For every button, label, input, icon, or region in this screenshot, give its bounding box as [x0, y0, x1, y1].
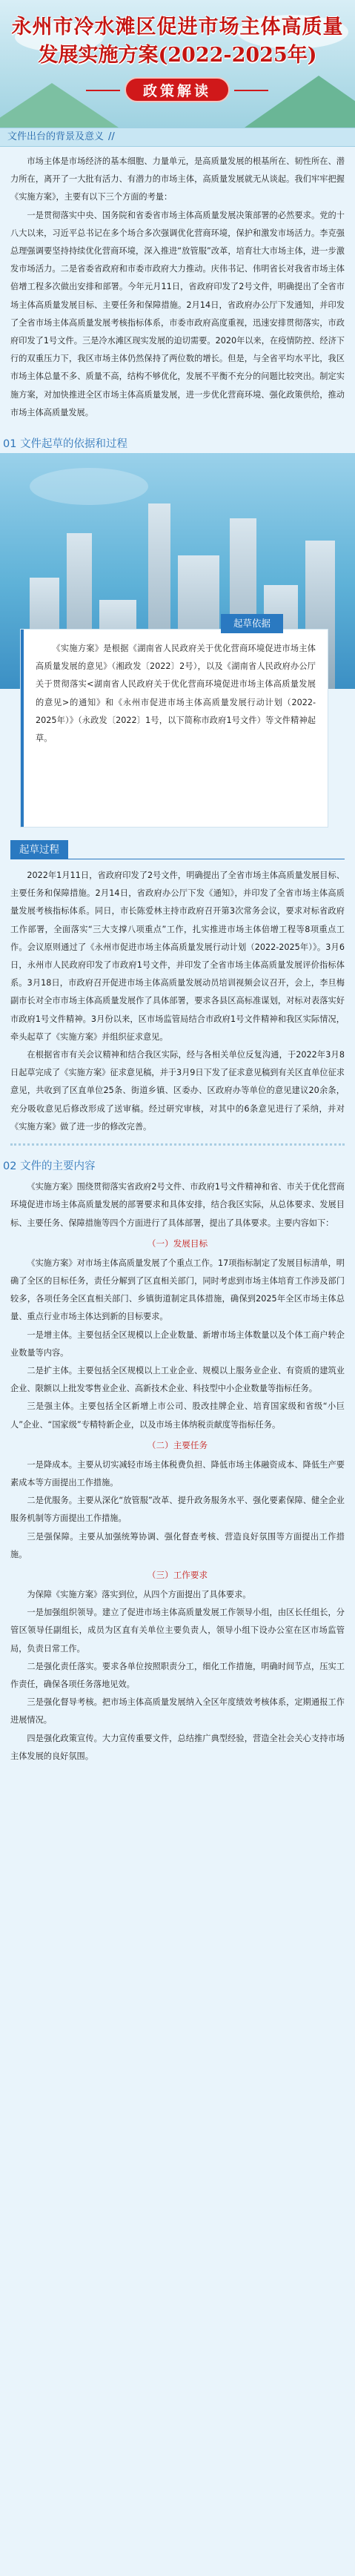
policy-badge: 政策解读: [125, 77, 230, 102]
mountain-decoration: [245, 76, 355, 128]
requirement-item-1: 一是加强组织领导。建立了促进市场主体高质量发展工作领导小组，由区长任组长，分管区领导任副组长，成员为区直有关单位主要负责人，领导小组下设办公室在区市场监管局，负责日常工作。: [10, 1608, 345, 1654]
page-title-line2: 发展实施方案(2022-2025年): [38, 44, 317, 67]
section-number: 02: [3, 1160, 17, 1173]
drafting-process-tag: 起草过程: [10, 840, 68, 859]
goal-item-3: 三是强主体。主要包括全区新增上市公司、股改挂牌企业、培育国家级和省级“小巨人”企业、“国家级”专精特新企业，以及市场主体纳税贡献度等指标任务。: [10, 1401, 345, 1430]
task-item-3: 三是强保障。主要从加强统筹协调、强化督查考核、营造良好氛围等方面提出工作措施。: [10, 1531, 345, 1559]
hero-banner: [0, 0, 355, 128]
section-title: 文件的主要内容: [20, 1160, 96, 1173]
section-number: 01: [3, 438, 17, 451]
section-title: 文件出台的背景及意义: [7, 131, 104, 142]
task-item-2: 二是优服务。主要从深化“放管服”改革、提升政务服务水平、强化要素保障、健全企业服务机制等方面提出工作措施。: [10, 1496, 345, 1524]
section-title: 文件起草的依据和过程: [20, 438, 128, 451]
basis-tag: 起草依据: [221, 614, 283, 633]
requirement-intro: 为保障《实施方案》落实到位，从四个方面提出了具体要求。: [27, 1589, 251, 1599]
subheading-tasks: （二）主要任务: [147, 1439, 208, 1450]
task-item-1: 一是降成本。主要从切实减轻市场主体税费负担、降低市场主体融资成本、降低生产要素成本等方面提出工作措施。: [10, 1459, 345, 1487]
basis-text: 《实施方案》是根据《湖南省人民政府关于优化营商环境促进市场主体高质量发展的意见》（湘政发〔2022〕2号），以及《湖南省人民政府办公厅关于贯彻落实<湖南省人民政府关于优化营商环境促进市场主体高质量发展的意见>的通知》和《永州市促进市场主体高质量发展行动计划（2022-2025年）》（永政发〔2022〕1号，以下简称市政府1号文件）等文件精神起草。: [36, 644, 316, 744]
section-header-drafting: [0, 435, 355, 453]
content-intro: 《实施方案》围绕贯彻落实省政府2号文件、市政府1号文件精神和省、市关于优化营商环境促进市场主体高质量发展的部署要求和具体安排，结合我区实际，从总体要求、发展目标、主要任务、保障措施等四个方面进行了具体部署，提出了具体要求。主要内容如下：: [10, 1182, 345, 1228]
section-header-background: [0, 128, 355, 147]
subheading-goals: （一）发展目标: [147, 1238, 208, 1249]
section-drafting-process: [0, 859, 355, 1136]
background-paragraph-2: 一是贯彻落实中央、国务院和省委省市场主体高质量发展决策部署的必然要求。党的十八大以来，习近平总书记在多个场合多次强调优化营商环境，保护和激发市场活力。李克强总理强调要坚持持续优化营商环境，深入推进“放管服”改革，培育壮大市场主体，进一步激发市场活力。二是省委省政府和市委市政府大力推动。庆伟书记、伟明省长对我省市场主体倍增工程多次做出安排和部署。今年元月11日，省政府印发了2号文件，明确提出了全省市场主体高质量发展目标、主要任务和保障措施。2月14日，省政府办公厅下发通知，并印发了全省市场主体高质量发展考核指标体系，市委市政府高度重视，迅速安排贯彻落实，市政府印发了1号文件。三是冷水滩区现实发展的迫切需要。2020年以来，在疫情防控、经济下行的双重压力下，我区市场主体仍然保持了两位数的增长。但是，与全省平均水平比，我区市场主体总量不多、质量不高，结构不够优化，发展不平衡不充分的问题比较突出。制定实施方案，对加快推进全区市场主体高质量发展，进一步优化营商环境、强化政策供给，推动市场主体高质量发展。: [10, 210, 345, 417]
dotted-divider: [10, 1143, 345, 1150]
section-background: [0, 147, 355, 432]
page-title-line1: 永州市冷水滩区促进市场主体高质量: [11, 16, 344, 39]
drafting-process-header: [0, 840, 355, 859]
goal-item-2: 二是扩主体。主要包括全区规模以上工业企业、规模以上服务业企业、有资质的建筑业企业、限额以上批发零售业企业、高新技术企业、科技型中小企业数量等指标任务。: [10, 1365, 345, 1394]
drafting-basis-block: [0, 453, 355, 833]
process-paragraph-2: 在根据省市有关会议精神和结合我区实际，经与各相关单位反复沟通，于2022年3月8日起草完成了《实施方案》征求意见稿，并于3月9日下发了征求意见稿到有关区直单位征求意见，共收到了区直单位25条、街道乡镇、区委办、区政府办等单位的意见建议20余条，充分吸收意见后修改形成了送审稿。经过研究审核，对其中的6条意见进行了采纳，并对《实施方案》做了进一步的修改完善。: [10, 1050, 345, 1132]
requirement-item-4: 四是强化政策宣传。大力宣传重要文件，总结推广典型经验，营造全社会关心支持市场主体发展的良好氛围。: [10, 1733, 345, 1761]
requirement-item-2: 二是强化责任落实。要求各单位按照职责分工，细化工作措施，明确时间节点，压实工作责任，确保各项任务落地见效。: [10, 1661, 345, 1689]
section-main-content: [0, 1175, 355, 1766]
basis-card: [21, 630, 328, 827]
goals-paragraph: 《实施方案》对市场主体高质量发展了个重点工作。17项指标制定了发展目标清单，明确了全区的目标任务，责任分解到了区直相关部门，同时考虑到市场主体培育工作涉及部门较多，各项任务全区直相关部门、乡镇街道制定具体措施，确保到2025年全区市场主体总量、重点行业市场主体达到新的目标要求。: [10, 1258, 345, 1322]
subheading-requirements: （三）工作要求: [147, 1569, 208, 1580]
requirement-item-3: 三是强化督导考核。把市场主体高质量发展纳入全区年度绩效考核体系，定期通报工作进展情况。: [10, 1697, 345, 1725]
background-paragraph-1: 市场主体是市场经济的基本细胞、力量单元，是高质量发展的根基所在、韧性所在、潜力所在，离开了一大批有活力、有潜力的市场主体，高质量发展就无从谈起。我们牢牢把握《实施方案》，主要有以下三个方面的考量：: [10, 156, 345, 202]
process-paragraph-1: 2022年1月11日，省政府印发了2号文件，明确提出了全省市场主体高质量发展目标、主要任务和保障措施。2月14日，省政府办公厅下发《通知》，并印发了全省市场主体高质量发展考核指标体系。同日，市长陈爱林主持市政府召开第3次常务会议，要求对标省政府工作部署，全面落实“三大支撑八项重点”工作，扎实推进市场主体倍增工程等8项重点工作。会议原则通过了《永州市促进市场主体高质量发展行动计划（2022-2025年）》。3月6日，永州市人民政府印发了市政府1号文件，并印发了全省市场主体高质量发展评价指标体系。3月18日，市政府召开促进市场主体高质量发展动员培训视频会议召开，会上，李旦梅副市长对全市市场主体高质量发展作了具体部署，要求各县区高标准谋划，对标对表落实好市政府1号文件精神。3月份以来，区市场监管局结合市政府1号文件精神和我区实际情况，牵头起草了《实施方案》并组织征求意见。: [10, 871, 345, 1042]
section-header-content: [0, 1157, 355, 1175]
cloud-decoration: [30, 468, 148, 505]
slash-decoration: //: [108, 131, 115, 142]
goal-item-1: 一是增主体。主要包括全区规模以上企业数量、新增市场主体数量以及个体工商户转企业数量等内容。: [10, 1330, 345, 1358]
